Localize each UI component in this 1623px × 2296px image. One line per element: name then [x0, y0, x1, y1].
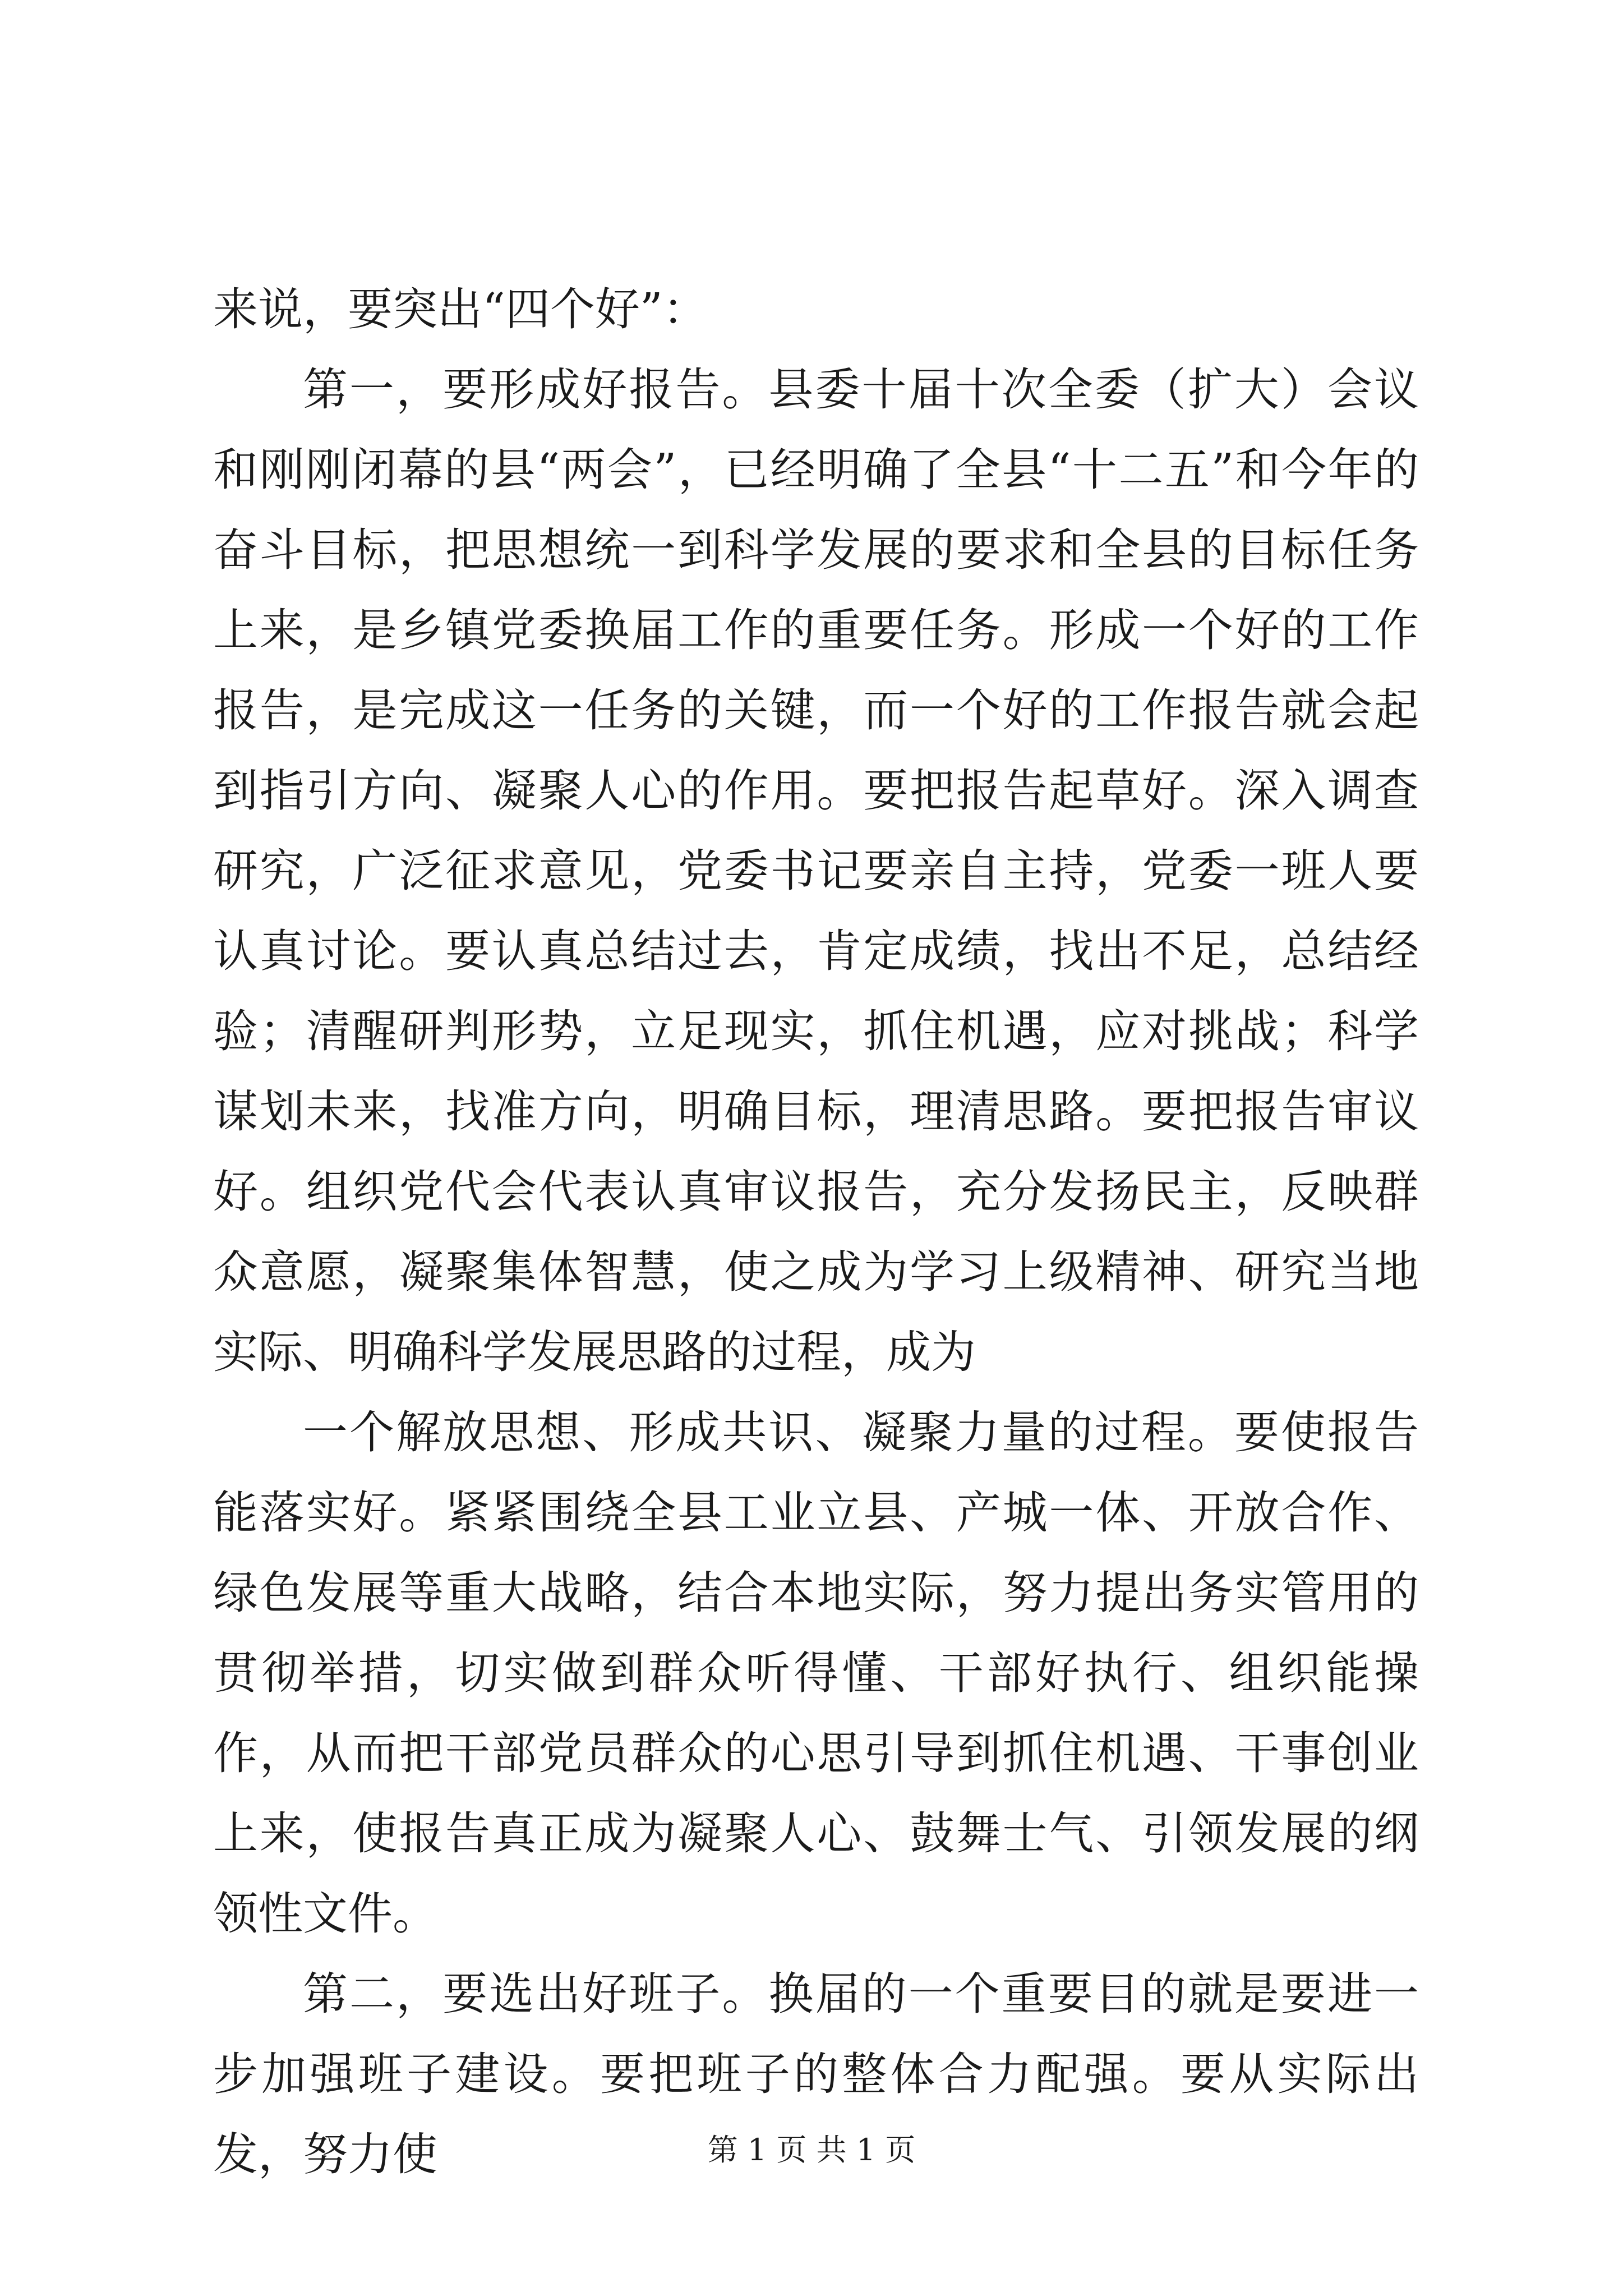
- paragraph-implementation: 一个解放思想、形成共识、凝聚力量的过程。要使报告能落实好。紧紧围绕全县工业立县、产城一体、开放合作、绿色发展等重大战略，结合本地实际，努力提出务实管用的贯彻举措，切实做到群众听得懂、干部好执行、组织能操作，从而把干部党员群众的心思引导到抓住机遇、干事创业上来，使报告真正成为凝聚人心、鼓舞士气、引领发展的纲领性文件。: [213, 1406, 1419, 1940]
- paragraph-continuation: 来说，要突出“四个好”：: [213, 283, 708, 335]
- paragraph-leadership: 第二，要选出好班子。换届的一个重要目的就是要进一步加强班子建设。要把班子的整体合力配强。要从实际出发，努力使: [213, 1968, 1419, 2180]
- document-body: [213, 269, 1419, 2194]
- paragraph-report: 第一，要形成好报告。县委十届十次全委（扩大）会议和刚刚闭幕的县“两会”，已经明确了全县“十二五”和今年的奋斗目标，把思想统一到科学发展的要求和全县的目标任务上来，是乡镇党委换届工作的重要任务。形成一个好的工作报告，是完成这一任务的关键，而一个好的工作报告就会起到指引方向、凝聚人心的作用。要把报告起草好。深入调查研究，广泛征求意见，党委书记要亲自主持，党委一班人要认真讨论。要认真总结过去，肯定成绩，找出不足，总结经验；清醒研判形势，立足现实，抓住机遇，应对挑战；科学谋划未来，找准方向，明确目标，理清思路。要把报告审议好。组织党代会代表认真审议报告，充分发扬民主，反映群众意愿，凝聚集体智慧，使之成为学习上级精神、研究当地实际、明确科学发展思路的过程，成为: [213, 364, 1419, 1378]
- page-footer: 第 1 页 共 1 页: [707, 2132, 916, 2168]
